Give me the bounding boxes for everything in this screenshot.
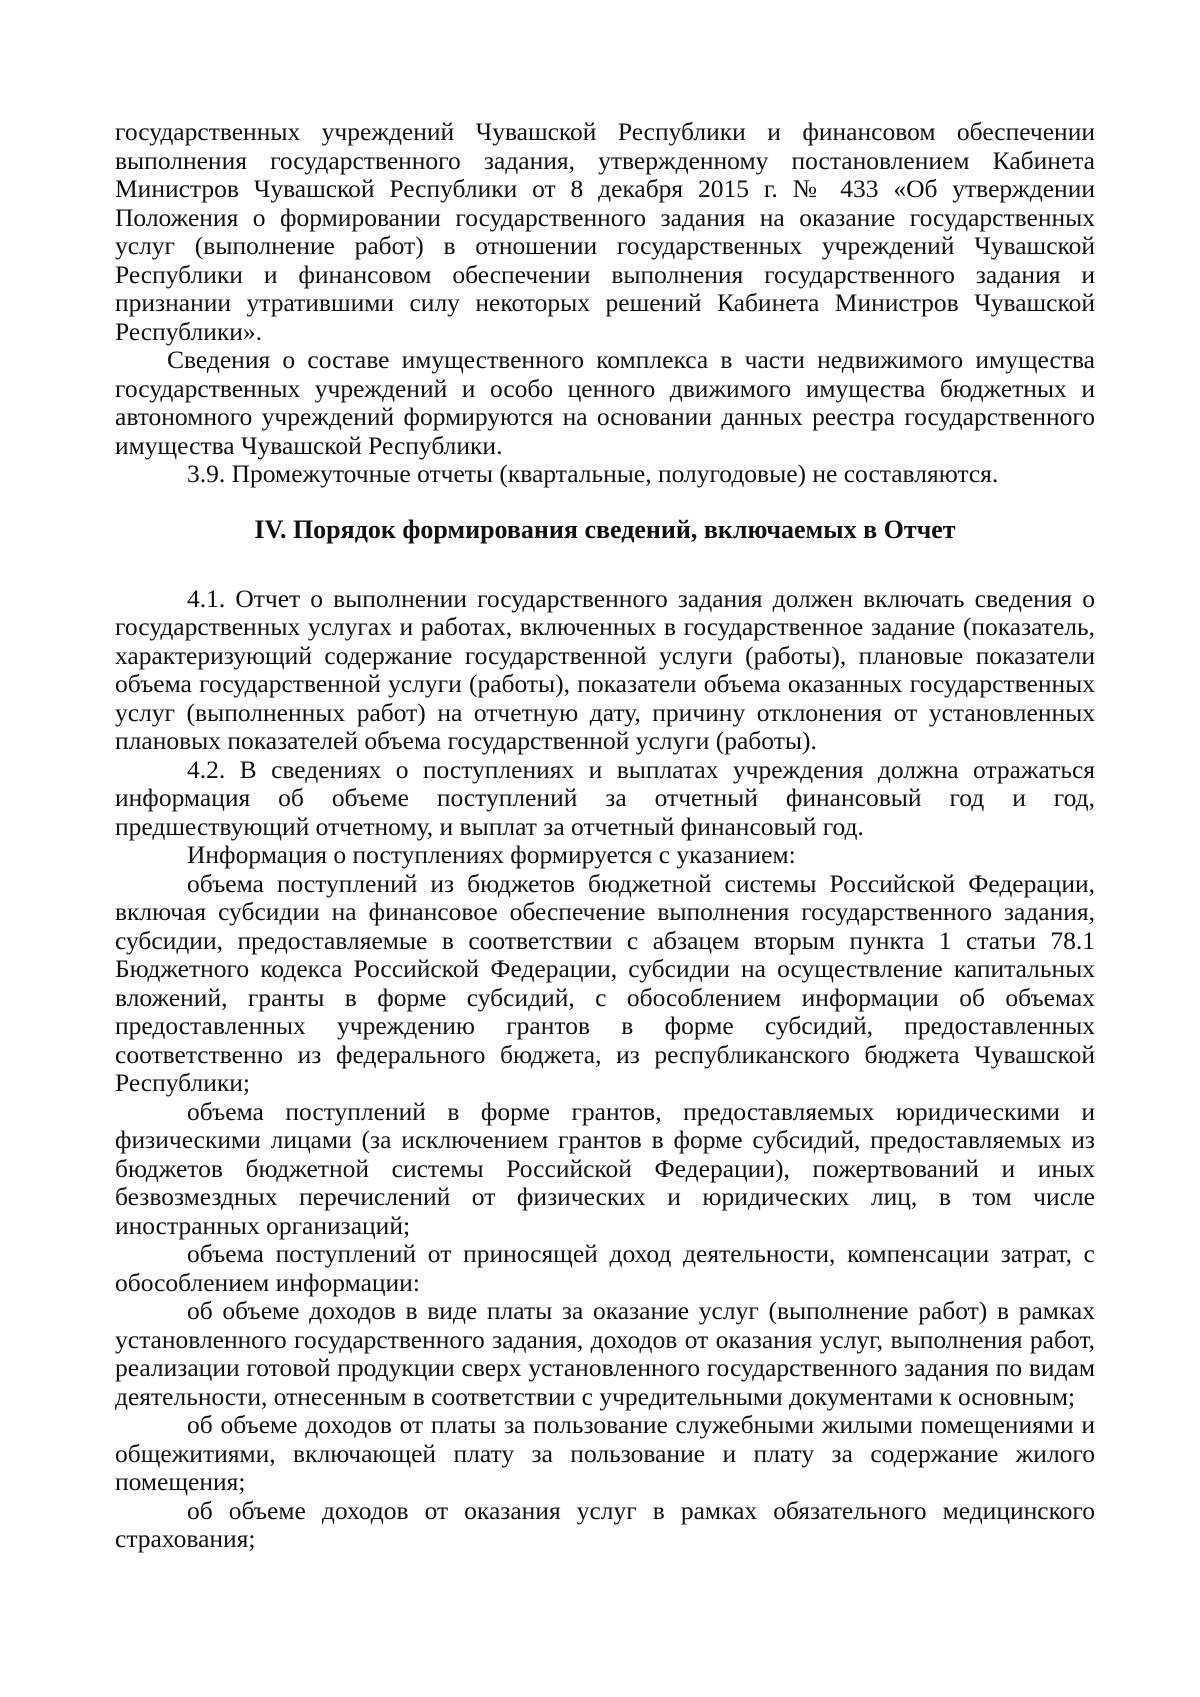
paragraph-services-income: об объеме доходов в виде платы за оказание услуг (выполнение работ) в рамках установленного государственного задания, доходов от оказания услуг, выполнения работ, реализации готовой продукции сверх установленного государственного задания по видам деятельности, отнесенным в соответствии с учредительными документами к основным; [115, 1296, 1095, 1411]
paragraph-commercial-income: объема поступлений от приносящей доход деятельности, компенсации затрат, с обособлением информации: [115, 1239, 1095, 1297]
paragraph-4-2: 4.2. В сведениях о поступлениях и выплатах учреждения должна отражаться информация об объеме поступлений за отчетный финансовый год и год, предшествующий отчетному, и выплат за отчетный финансовый год. [115, 754, 1095, 841]
paragraph-3-9: 3.9. Промежуточные отчеты (квартальные, полугодовые) не составляются. [187, 459, 999, 488]
paragraph-continuation: государственных учреждений Чувашской Республики и финансовом обеспечении выполнения государственного задания, утвержденному постановлением Кабинета Министров Чувашской Республики от 8 декабря 2015 г. № 433 «Об утверждении Положения о формировании государственного задания на оказание государственных услуг (выполнение работ) в отношении государственных учреждений Чувашской Республики и финансовом обеспечении выполнения государственного задания и признании утратившими силу некоторых решений Кабинета Министров Чувашской Республики». [115, 117, 1095, 346]
paragraph-property-complex: Сведения о составе имущественного комплекса в части недвижимого имущества государственных учреждений и особо ценного движимого имущества бюджетных и автономного учреждений формируются на основании данных реестра государственного имущества Чувашской Республики. [115, 345, 1095, 460]
paragraph-income-info: Информация о поступлениях формируется с указанием: [187, 840, 796, 869]
paragraph-medical-insurance-income: об объеме доходов от оказания услуг в рамках обязательного медицинского страхования; [115, 1495, 1095, 1553]
paragraph-housing-income: об объеме доходов от платы за пользование служебными жилыми помещениями и общежитиями, включающей плату за пользование и плату за содержание жилого помещения; [115, 1410, 1095, 1496]
paragraph-budget-income: объема поступлений из бюджетов бюджетной системы Российской Федерации, включая субсидии на финансовое обеспечение выполнения государственного задания, субсидии, предоставляемые в соответствии с абзацем вторым пункта 1 статьи 78.1 Бюджетного кодекса Российской Федерации, субсидии на осуществление капитальных вложений, гранты в форме субсидий, с обособлением информации об объемах предоставленных учреждению грантов в форме субсидий, предоставленных соответственно из федерального бюджета, из республиканского бюджета Чувашской Республики; [115, 868, 1095, 1097]
paragraph-4-1: 4.1. Отчет о выполнении государственного задания должен включать сведения о государственных услугах и работах, включенных в государственное задание (показатель, характеризующий содержание государственной услуги (работы), плановые показатели объема государственной услуги (работы), показатели объема оказанных государственных услуг (выполненных работ) на отчетную дату, причину отклонения от установленных плановых показателей объема государственной услуги (работы). [115, 583, 1095, 755]
document-page [115, 118, 1095, 1554]
section-heading: IV. Порядок формирования сведений, включаемых в Отчет [254, 514, 956, 544]
paragraph-grants-income: объема поступлений в форме грантов, предоставляемых юридическими и физическими лицами (за исключением грантов в форме субсидий, предоставляемых из бюджетов бюджетной системы Российской Федерации), пожертвований и иных безвозмездных перечислений от физических и юридических лиц, в том числе иностранных организаций; [115, 1096, 1095, 1240]
